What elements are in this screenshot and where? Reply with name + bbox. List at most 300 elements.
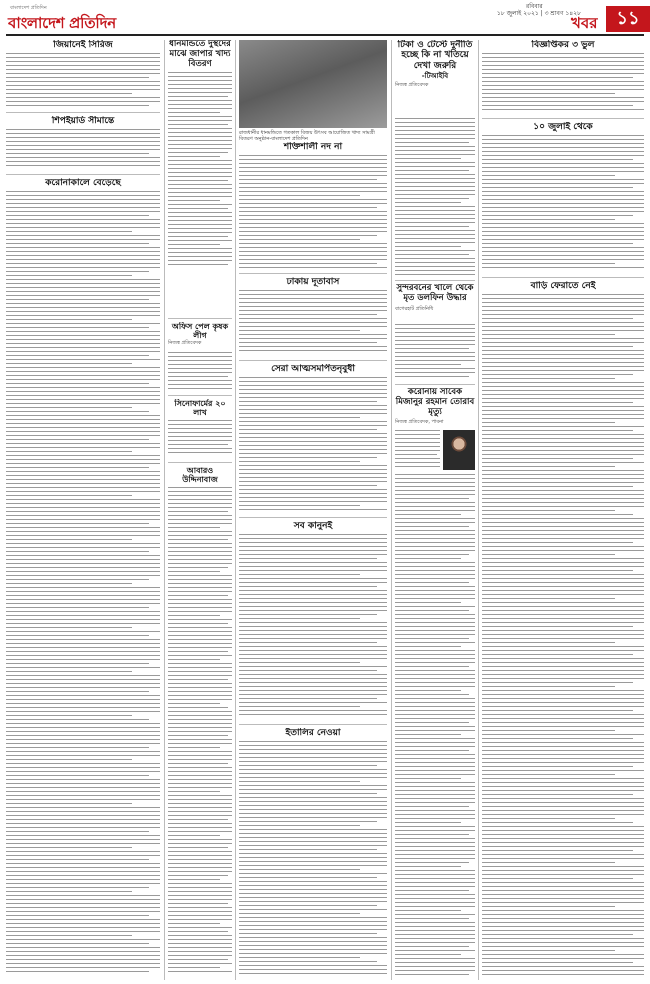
body-text-line bbox=[239, 183, 387, 184]
body-text-line bbox=[239, 658, 387, 659]
body-text-line bbox=[168, 80, 232, 81]
article-a8 bbox=[168, 322, 232, 350]
body-text-line bbox=[395, 490, 475, 491]
body-text-line bbox=[168, 200, 220, 201]
body-text-line bbox=[482, 410, 644, 411]
body-text-line bbox=[395, 242, 475, 243]
body-text-line bbox=[482, 458, 633, 459]
body-text-line bbox=[168, 192, 232, 193]
body-text-line bbox=[395, 894, 475, 895]
body-text-line bbox=[6, 315, 160, 316]
day-name: রবিবার bbox=[526, 3, 543, 10]
body-text-line bbox=[6, 907, 160, 908]
body-text-line bbox=[6, 891, 132, 892]
body-text-line bbox=[239, 793, 377, 794]
body-text-line bbox=[482, 322, 644, 323]
body-text-line bbox=[168, 939, 232, 940]
body-text-line bbox=[395, 126, 475, 127]
body-text-line bbox=[395, 582, 469, 583]
body-text-line bbox=[239, 550, 387, 551]
body-text-line bbox=[482, 654, 633, 655]
body-text-line bbox=[6, 963, 160, 964]
body-text-line bbox=[168, 899, 232, 900]
body-text-line bbox=[239, 757, 387, 758]
body-text-line bbox=[395, 462, 440, 463]
body-text-line bbox=[6, 61, 160, 62]
body-text-line bbox=[395, 826, 475, 827]
body-text-line bbox=[395, 758, 475, 759]
body-text-line bbox=[168, 360, 232, 361]
body-text-line bbox=[395, 258, 475, 259]
body-text-line bbox=[395, 594, 475, 595]
body-text-line bbox=[6, 951, 160, 952]
body-text-line bbox=[168, 563, 232, 564]
body-text-line bbox=[6, 263, 160, 264]
body-text-line bbox=[239, 489, 387, 490]
body-text-line bbox=[482, 858, 644, 859]
body-text-line bbox=[168, 216, 232, 217]
body-text-line bbox=[239, 417, 360, 418]
body-text-line bbox=[482, 906, 615, 907]
body-text-line bbox=[6, 199, 160, 200]
body-text-line bbox=[482, 634, 644, 635]
body-text-line bbox=[6, 735, 160, 736]
body-text-line bbox=[395, 850, 475, 851]
headline: শক্তিশালী নদ না bbox=[283, 142, 343, 152]
body-text-line bbox=[482, 482, 644, 483]
body-text-line bbox=[482, 758, 644, 759]
body-text-line bbox=[482, 798, 644, 799]
body-text-line bbox=[395, 638, 469, 639]
body-text-line bbox=[395, 364, 461, 365]
body-text-line bbox=[239, 741, 387, 742]
body-text-line bbox=[395, 526, 469, 527]
body-text-line bbox=[6, 467, 149, 468]
body-text-line bbox=[482, 586, 644, 587]
body-text-line bbox=[395, 570, 475, 571]
body-text-line bbox=[239, 813, 387, 814]
body-text-line bbox=[168, 356, 232, 357]
body-text-line bbox=[395, 538, 475, 539]
body-text-line bbox=[395, 662, 475, 663]
body-text-line bbox=[168, 955, 232, 956]
body-text-line bbox=[395, 686, 475, 687]
body-text-line bbox=[168, 523, 232, 524]
body-text-line bbox=[168, 859, 232, 860]
body-text-line bbox=[239, 219, 387, 220]
body-text-line bbox=[239, 777, 387, 778]
body-text-line bbox=[239, 251, 387, 252]
body-text-line bbox=[395, 262, 475, 263]
body-text-line bbox=[395, 250, 475, 251]
body-text-line bbox=[6, 743, 160, 744]
body-text-line bbox=[482, 838, 644, 839]
body-text-line bbox=[239, 342, 377, 343]
body-text-line bbox=[482, 402, 633, 403]
body-text-line bbox=[168, 172, 232, 173]
body-text-line bbox=[482, 422, 615, 423]
body-text-line bbox=[239, 574, 360, 575]
body-text-line bbox=[482, 243, 633, 244]
body-text-line bbox=[6, 719, 149, 720]
body-text-line bbox=[482, 199, 644, 200]
body-text-line bbox=[395, 328, 475, 329]
body-text-line bbox=[395, 870, 475, 871]
body-text-line bbox=[482, 406, 644, 407]
body-text-line bbox=[168, 440, 232, 441]
body-text-line bbox=[239, 461, 360, 462]
body-text-line bbox=[395, 336, 475, 337]
body-text-line bbox=[168, 511, 228, 512]
body-text-line bbox=[239, 453, 387, 454]
body-text-line bbox=[482, 574, 644, 575]
body-text-line bbox=[395, 210, 475, 211]
body-text-line bbox=[482, 946, 644, 947]
body-text-line bbox=[239, 909, 387, 910]
body-text-line bbox=[168, 763, 228, 764]
body-text-line bbox=[6, 859, 149, 860]
body-text-line bbox=[482, 866, 644, 867]
body-text-line bbox=[6, 703, 160, 704]
body-text-line bbox=[239, 957, 360, 958]
body-text-line bbox=[168, 388, 232, 389]
body-text-line bbox=[395, 918, 469, 919]
body-text-line bbox=[239, 801, 387, 802]
body-text-line bbox=[168, 176, 232, 177]
body-text-line bbox=[168, 915, 232, 916]
body-text-line bbox=[482, 882, 644, 883]
body-text-line bbox=[395, 466, 440, 467]
body-text-line bbox=[482, 742, 644, 743]
body-text-line bbox=[482, 171, 644, 172]
body-text-line bbox=[239, 350, 387, 351]
body-text-line bbox=[482, 183, 644, 184]
body-text-line bbox=[6, 803, 132, 804]
body-text-line bbox=[168, 100, 232, 101]
body-text-line bbox=[168, 248, 232, 249]
body-text-line bbox=[395, 190, 475, 191]
body-text-line bbox=[6, 943, 149, 944]
body-text-line bbox=[395, 202, 461, 203]
body-text-line bbox=[482, 782, 644, 783]
body-text-line bbox=[239, 666, 387, 667]
body-text-line bbox=[168, 571, 220, 572]
body-text-line bbox=[6, 255, 160, 256]
body-text-line bbox=[6, 579, 149, 580]
body-text-line bbox=[239, 865, 387, 866]
body-text-line bbox=[6, 615, 160, 616]
body-text-line bbox=[168, 951, 232, 952]
body-text-line bbox=[6, 161, 160, 162]
body-text-line bbox=[239, 817, 387, 818]
body-text-line bbox=[482, 478, 644, 479]
body-text-line bbox=[168, 619, 232, 620]
body-text-line bbox=[482, 970, 644, 971]
body-text-line bbox=[239, 638, 387, 639]
body-text-line bbox=[395, 332, 475, 333]
body-text-line bbox=[168, 695, 232, 696]
body-text-line bbox=[6, 235, 160, 236]
body-text-line bbox=[168, 515, 232, 516]
body-text-line bbox=[239, 678, 387, 679]
body-text-line bbox=[168, 911, 232, 912]
body-text-line bbox=[6, 427, 160, 428]
body-text-line bbox=[482, 89, 644, 90]
body-text-line bbox=[482, 894, 644, 895]
body-text-line bbox=[6, 639, 160, 640]
body-text-line bbox=[239, 897, 387, 898]
body-text-line bbox=[6, 475, 160, 476]
body-text-line bbox=[482, 958, 644, 959]
body-text-line bbox=[482, 818, 615, 819]
body-text-line bbox=[482, 314, 644, 315]
body-text-line bbox=[395, 706, 475, 707]
body-text-line bbox=[6, 567, 160, 568]
body-text-line bbox=[395, 642, 475, 643]
body-text-line bbox=[239, 187, 387, 188]
body-text-line bbox=[168, 487, 232, 488]
body-text-line bbox=[239, 542, 387, 543]
body-text-line bbox=[239, 501, 387, 502]
body-text-line bbox=[482, 930, 644, 931]
body-text-line bbox=[168, 204, 232, 205]
body-text-line bbox=[6, 575, 160, 576]
body-text-line bbox=[6, 715, 132, 716]
body-text-line bbox=[168, 256, 232, 257]
body-text-line bbox=[395, 854, 475, 855]
body-text-line bbox=[239, 497, 387, 498]
body-text-line bbox=[395, 922, 475, 923]
body-text-line bbox=[482, 446, 644, 447]
body-text-line bbox=[168, 108, 232, 109]
jatiya-party-photo bbox=[239, 40, 387, 128]
body-text-line bbox=[6, 97, 160, 98]
body-text-line bbox=[168, 675, 232, 676]
body-text-line bbox=[482, 774, 615, 775]
body-text-line bbox=[6, 955, 160, 956]
page-number: ১১ bbox=[606, 6, 650, 32]
body-text-line bbox=[6, 203, 160, 204]
body-text-line bbox=[239, 913, 360, 914]
body-text-line bbox=[239, 618, 360, 619]
body-text-line bbox=[482, 294, 644, 295]
body-text-line bbox=[395, 630, 475, 631]
body-text-line bbox=[239, 889, 387, 890]
body-text-line bbox=[395, 862, 469, 863]
body-text-line bbox=[482, 626, 633, 627]
body-text-line bbox=[395, 750, 469, 751]
body-text-line bbox=[6, 771, 160, 772]
body-text-line bbox=[6, 611, 160, 612]
body-text-line bbox=[239, 338, 387, 339]
body-text-line bbox=[239, 457, 377, 458]
body-text-line bbox=[239, 602, 387, 603]
body-text-line bbox=[395, 882, 475, 883]
body-text-line bbox=[395, 230, 475, 231]
body-text-line bbox=[6, 879, 160, 880]
body-text-line bbox=[168, 807, 232, 808]
article-a6 bbox=[482, 40, 644, 115]
body-text-line bbox=[168, 76, 232, 77]
body-text-line bbox=[6, 807, 160, 808]
body-text-line bbox=[239, 877, 377, 878]
body-text-line bbox=[482, 386, 644, 387]
headline: সেরা আত্মসমর্পিতনৃবুধী bbox=[271, 364, 355, 374]
body-text-line bbox=[6, 391, 160, 392]
body-text-line bbox=[395, 926, 475, 927]
body-text-line bbox=[168, 843, 232, 844]
body-text-line bbox=[482, 874, 644, 875]
body-text-line bbox=[482, 203, 644, 204]
body-text-line bbox=[395, 138, 475, 139]
body-text-line bbox=[168, 104, 232, 105]
body-text-line bbox=[239, 437, 387, 438]
article-a13 bbox=[395, 388, 475, 426]
body-text-line bbox=[239, 921, 387, 922]
body-text-line bbox=[395, 658, 475, 659]
body-text-line bbox=[6, 267, 160, 268]
body-text-line bbox=[482, 187, 633, 188]
body-text-line bbox=[239, 654, 387, 655]
body-text-line bbox=[395, 344, 475, 345]
body-text-line bbox=[482, 358, 644, 359]
body-text-line bbox=[395, 194, 475, 195]
body-text-line bbox=[168, 627, 232, 628]
body-text-line bbox=[6, 403, 160, 404]
body-text-line bbox=[168, 96, 228, 97]
article-a16 bbox=[168, 466, 232, 978]
body-text-line bbox=[6, 507, 160, 508]
body-text-line bbox=[482, 722, 644, 723]
body-text-line bbox=[482, 582, 644, 583]
body-text-line bbox=[6, 327, 149, 328]
body-text-line bbox=[239, 662, 360, 663]
body-text-line bbox=[482, 682, 633, 683]
body-text-line bbox=[482, 378, 615, 379]
body-text-line bbox=[6, 815, 160, 816]
body-text-line bbox=[482, 842, 644, 843]
body-text-line bbox=[239, 263, 377, 264]
body-text-line bbox=[6, 763, 160, 764]
body-text-line bbox=[168, 428, 232, 429]
body-text-line bbox=[6, 431, 160, 432]
body-text-line bbox=[168, 148, 232, 149]
body-text-line bbox=[239, 626, 387, 627]
body-text-line bbox=[6, 319, 132, 320]
body-text-line bbox=[239, 845, 387, 846]
body-text-line bbox=[482, 834, 644, 835]
body-text-line bbox=[395, 254, 469, 255]
body-text-line bbox=[6, 819, 160, 820]
body-text-line bbox=[482, 638, 644, 639]
body-text-line bbox=[168, 739, 232, 740]
body-text-line bbox=[239, 933, 377, 934]
body-text-line bbox=[395, 866, 461, 867]
body-text-line bbox=[168, 947, 232, 948]
body-text-line bbox=[482, 546, 644, 547]
body-text-line bbox=[239, 211, 387, 212]
body-text-line bbox=[6, 875, 160, 876]
body-text-line bbox=[482, 974, 644, 975]
body-text-line bbox=[168, 551, 232, 552]
body-text-line bbox=[482, 890, 644, 891]
body-text-line bbox=[482, 590, 644, 591]
article-a3 bbox=[6, 178, 160, 978]
body-text-line bbox=[482, 139, 644, 140]
body-text-line bbox=[6, 423, 160, 424]
body-text-line bbox=[6, 69, 160, 70]
body-text-line bbox=[6, 101, 160, 102]
body-text-line bbox=[168, 855, 232, 856]
body-text-line bbox=[395, 606, 475, 607]
body-text-line bbox=[6, 331, 160, 332]
body-text-line bbox=[482, 231, 644, 232]
body-text-line bbox=[482, 338, 644, 339]
body-text-line bbox=[239, 833, 387, 834]
body-text-line bbox=[239, 235, 377, 236]
body-text-line bbox=[395, 146, 475, 147]
body-text-line bbox=[482, 191, 644, 192]
body-text-line bbox=[168, 891, 232, 892]
body-text-line bbox=[6, 723, 160, 724]
body-text-line bbox=[168, 715, 232, 716]
body-text-line bbox=[168, 883, 232, 884]
body-text-line bbox=[239, 905, 377, 906]
body-text-line bbox=[482, 223, 644, 224]
body-text-line bbox=[482, 354, 644, 355]
body-text-line bbox=[482, 698, 644, 699]
body-text-line bbox=[239, 330, 360, 331]
body-text-line bbox=[395, 274, 475, 275]
body-text-line bbox=[6, 279, 160, 280]
body-text-line bbox=[482, 750, 644, 751]
body-text-line bbox=[6, 215, 149, 216]
body-text-line bbox=[239, 610, 387, 611]
body-text-line bbox=[6, 471, 160, 472]
body-text-line bbox=[168, 260, 232, 261]
article-a1 bbox=[6, 40, 160, 110]
body-text-line bbox=[6, 311, 160, 312]
body-text-line bbox=[482, 207, 644, 208]
body-text-line bbox=[395, 654, 475, 655]
body-text-line bbox=[168, 963, 232, 964]
body-text-line bbox=[395, 730, 475, 731]
body-text-line bbox=[239, 199, 387, 200]
body-text-line bbox=[395, 558, 461, 559]
body-text-line bbox=[6, 483, 160, 484]
headline: টিকা ও টেস্টে দুর্নীতি হচ্ছে কি না খতিয়ে দেখা জরুরি bbox=[397, 40, 473, 71]
body-text-line bbox=[482, 61, 644, 62]
body-text-line bbox=[168, 871, 232, 872]
byline: নিজস্ব প্রতিবেদক, পাবনা bbox=[395, 419, 444, 426]
body-text-line bbox=[168, 579, 232, 580]
body-text-line bbox=[168, 655, 232, 656]
body-text-line bbox=[395, 518, 475, 519]
body-text-line bbox=[239, 929, 387, 930]
body-text-line bbox=[168, 727, 232, 728]
body-text-line bbox=[6, 751, 160, 752]
body-text-line bbox=[482, 622, 644, 623]
body-text-line bbox=[6, 339, 160, 340]
headline: অফিস পেল কৃষক লীগ bbox=[171, 322, 229, 341]
body-text-line bbox=[168, 507, 232, 508]
body-text-line bbox=[6, 251, 160, 252]
headline: বিজ্ঞপ্তিকর ৩ ভুল bbox=[531, 40, 595, 50]
body-text-line bbox=[239, 179, 377, 180]
body-text-line bbox=[6, 643, 160, 644]
body-text-line bbox=[6, 399, 160, 400]
body-text-line bbox=[395, 722, 469, 723]
